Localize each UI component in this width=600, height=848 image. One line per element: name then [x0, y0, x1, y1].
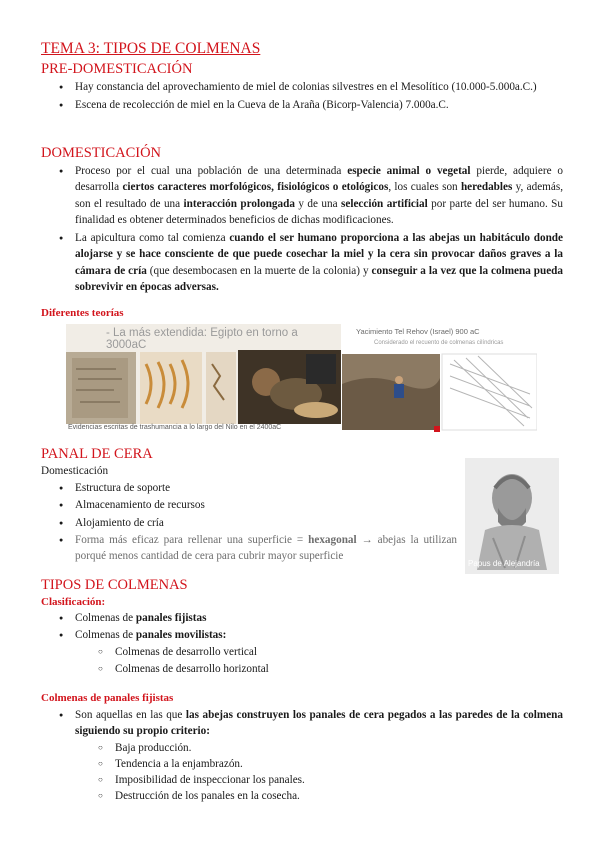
text-run: y, además, son el resultado de una: [75, 181, 563, 210]
sub-list-item: [41, 740, 563, 756]
list-item-text: Escena de recolección de miel en la Cueva de la Araña (Bicorp-Valencia) 7.000a.C.: [75, 99, 449, 112]
bold-run: panales fijistas: [135, 612, 207, 624]
bold-run: cuando el ser humano proporciona a las abejas un habitáculo donde alojarse y se hace consciente de que puede cosechar la miel y la cera sin provocar daños graves a la cámara de cría: [75, 232, 563, 277]
list-item-text: Hay constancia del aprovechamiento de miel de colonias silvestres en el Mesolítico (10.000-5.000a.C.): [75, 81, 537, 93]
bold-run: hexagonal: [308, 533, 357, 546]
portrait-caption: Papus de Alejandría: [468, 559, 540, 568]
text-run: , los cuales son: [388, 181, 461, 194]
list-item: [41, 163, 563, 228]
text-run: Son aquellas en las que: [75, 709, 186, 721]
tel-rehov-caption: Yacimiento Tel Rehov (Israel) 900 aC: [356, 327, 480, 336]
wax-list: [41, 480, 457, 564]
text-run: Colmenas de: [75, 612, 136, 624]
list-item-text: Estructura de soporte: [75, 482, 171, 494]
sub-list-item: [41, 772, 563, 788]
fixed-hives-heading: Colmenas de panales fijistas: [41, 692, 174, 704]
predomestication-list: [41, 79, 563, 114]
list-item-text: Almacenamiento de recursos: [75, 499, 205, 512]
tel-rehov-figure: [342, 324, 537, 436]
heading-predomestication: PRE-DOMESTICACIÓN: [41, 61, 193, 77]
bust-illustration: [465, 458, 559, 574]
list-item: [41, 230, 563, 295]
heading-domestication: DOMESTICACIÓN: [41, 145, 162, 161]
bold-run: las abejas construyen los panales de cera pegados a las paredes de la colmena siguiendo su propio criterio:: [75, 709, 563, 738]
bold-run: especie animal o vegetal: [347, 165, 471, 177]
bold-run: ciertos caracteres morfológicos, fisiológicos o etológicos: [122, 181, 389, 194]
text-run: La apicultura como tal comienza: [75, 232, 230, 245]
sub-list-item: [41, 788, 563, 804]
classification-list: [41, 610, 563, 677]
heading-hive-types: TIPOS DE COLMENAS: [41, 577, 188, 593]
bold-run: conseguir a la vez que la colmena pueda sobrevivir en épocas adversas.: [75, 264, 564, 294]
fixed-hives-list: [41, 707, 563, 805]
sub-list-item-text: Imposibilidad de inspeccionar los panales.: [115, 774, 305, 787]
text-run: por parte del ser humano. Su finalidad es obtener determinados beneficios de dichas modificaciones.: [75, 197, 563, 226]
text-run: → abejas la utilizan porqué menos cantidad de cera para cubrir mayor superficie: [75, 533, 457, 563]
tel-rehov-subcaption: Considerado el recuento de colmenas cilíndricas: [374, 340, 504, 346]
list-item: [41, 707, 563, 740]
text-run: Proceso por el cual una población de una determinada: [75, 165, 348, 177]
text-run: (que desembocasen en la muerte de la colonia) y: [146, 264, 372, 277]
list-item: [41, 627, 563, 643]
list-item: [41, 97, 563, 113]
sub-list-item: [41, 661, 563, 677]
list-item-text: Alojamiento de cría: [75, 516, 164, 529]
list-item: [41, 532, 457, 565]
bold-run: heredables: [460, 181, 513, 194]
pappus-portrait: [465, 458, 559, 574]
sub-list-item-text: Colmenas de desarrollo vertical: [115, 645, 257, 658]
sub-list-item-text: Tendencia a la enjambrazón.: [115, 757, 243, 770]
wax-subheading: Domesticación: [41, 465, 109, 477]
egypt-evidence-figure: [66, 324, 341, 436]
list-item: [41, 480, 457, 496]
text-run: pierde, adquiere o desarrolla: [75, 165, 564, 194]
heading-wax: PANAL DE CERA: [41, 446, 153, 462]
text-run: y de una: [294, 197, 342, 210]
classification-heading: Clasificación:: [41, 596, 106, 608]
text-run: Colmenas de: [75, 629, 136, 642]
bold-run: selección artificial: [341, 197, 428, 210]
sub-list-item: [41, 756, 563, 772]
text-run: Forma más eficaz para rellenar una superficie =: [75, 533, 309, 546]
list-item: [41, 515, 457, 531]
bold-run: panales movilistas:: [135, 629, 227, 642]
sub-list-item-text: Baja producción.: [115, 741, 192, 754]
sub-list-item-text: Destrucción de los panales en la cosecha.: [115, 790, 300, 803]
bold-run: interacción prolongada: [183, 197, 295, 210]
document-title: TEMA 3: TIPOS DE COLMENAS: [41, 40, 261, 57]
domestication-list: [41, 163, 563, 295]
egypt-figure-footer: Evidencias escritas de trashumancia a lo largo del Nilo en el 2400aC: [68, 424, 282, 431]
sub-list-item-text: Colmenas de desarrollo horizontal: [115, 662, 269, 675]
list-item: [41, 497, 457, 513]
heading-theories: Diferentes teorías: [41, 307, 124, 319]
egypt-figure-caption: - La más extendida: Egipto en torno a 3000aC: [106, 327, 298, 351]
list-item: [41, 79, 563, 95]
list-item: [41, 610, 563, 626]
sub-list-item: [41, 644, 563, 660]
